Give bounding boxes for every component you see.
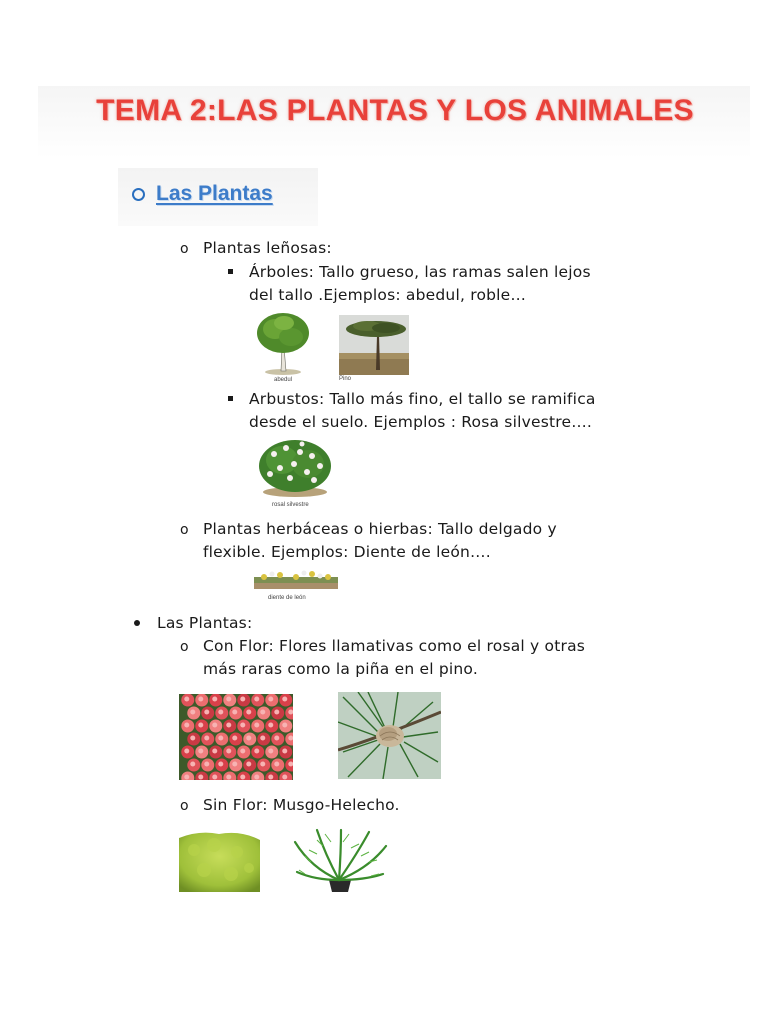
herbaceous-line-2: flexible. Ejemplos: Diente de león….: [203, 543, 491, 561]
wild-rose-caption: rosal silvestre: [272, 502, 309, 508]
section-heading: Las Plantas: [156, 182, 273, 205]
circle-bullet-icon: o: [180, 798, 189, 814]
pine-tree-photo: [339, 315, 409, 383]
trees-line-1: Árboles: Tallo grueso, las ramas salen lejos: [249, 263, 591, 281]
roses-photo: [179, 694, 293, 780]
moss-photo: [179, 830, 260, 892]
with-flower-line-1: Con Flor: Flores llamativas como el rosal y otras: [203, 637, 586, 655]
shrubs-line-1: Arbustos: Tallo más fino, el tallo se ramifica: [249, 390, 596, 408]
trees-line-2: del tallo .Ejemplos: abedul, roble…: [249, 286, 527, 304]
herbaceous-line-1: Plantas herbáceas o hierbas: Tallo delgado y: [203, 520, 557, 538]
pine-caption: Pino: [339, 376, 352, 382]
filled-bullet-icon: [134, 620, 140, 626]
shrubs-line-2: desde el suelo. Ejemplos : Rosa silvestre….: [249, 413, 593, 431]
without-flower-text: Sin Flor: Musgo-Helecho.: [203, 796, 400, 814]
circle-bullet-icon: o: [180, 522, 189, 538]
with-flower-line-2: más raras como la piña en el pino.: [203, 660, 478, 678]
wild-rose-bush-photo: [252, 432, 338, 512]
birch-tree-photo: [248, 309, 318, 385]
dandelion-caption: diente de león: [268, 595, 306, 601]
page-title: TEMA 2:LAS PLANTAS Y LOS ANIMALES: [96, 94, 694, 127]
dandelion-photo: [252, 565, 340, 607]
birch-caption: abedul: [274, 377, 293, 383]
fern-photo: [291, 828, 388, 892]
circle-bullet-icon: o: [180, 241, 189, 257]
square-bullet-icon: [228, 396, 233, 401]
square-bullet-icon: [228, 269, 233, 274]
woody-plants-label: Plantas leñosas:: [203, 239, 332, 257]
circle-bullet-icon: o: [180, 639, 189, 655]
hollow-bullet-icon: [132, 188, 145, 201]
pine-cone-photo: [338, 692, 441, 779]
second-list-label: Las Plantas:: [157, 614, 253, 632]
